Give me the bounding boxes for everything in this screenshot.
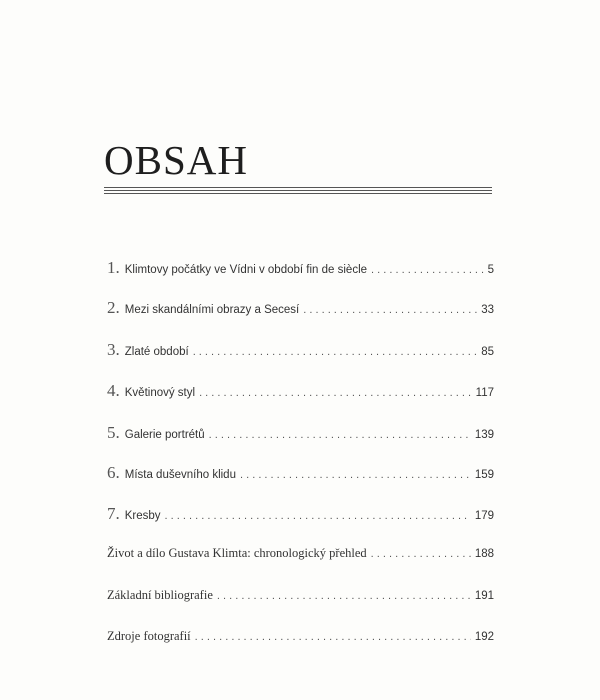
page-number: 139	[474, 429, 494, 441]
page-number: 117	[475, 387, 494, 399]
toc-entry	[107, 629, 494, 644]
dot-leader	[165, 510, 471, 522]
page-number: 191	[474, 590, 494, 602]
chapter-title: Zlaté období	[124, 346, 189, 358]
title-rule	[104, 193, 492, 194]
toc-entry	[107, 423, 494, 443]
chapter-title: Květinový styl	[124, 387, 196, 399]
dot-leader	[371, 264, 484, 276]
page-number: 179	[474, 510, 494, 522]
dot-leader	[217, 590, 471, 602]
chapter-number: 7.	[107, 504, 120, 523]
toc-entry	[107, 258, 494, 278]
dot-leader	[195, 631, 471, 643]
dot-leader	[240, 469, 471, 481]
chapter-title: Kresby	[124, 510, 161, 522]
dot-leader	[193, 346, 478, 358]
title-rule	[104, 190, 492, 191]
dot-leader	[371, 548, 471, 560]
chapter-title: Místa duševního klidu	[124, 469, 236, 481]
dot-leader	[209, 429, 471, 441]
chapter-number: 5.	[107, 423, 120, 442]
page-number: 159	[474, 469, 494, 481]
chapter-title: Galerie portrétů	[124, 429, 205, 441]
title-rule	[104, 187, 492, 188]
chapter-number: 3.	[107, 340, 120, 359]
toc-entry	[107, 298, 494, 318]
page-number: 85	[481, 346, 494, 358]
dot-leader	[199, 387, 472, 399]
chapter-title: Klimtovy počátky ve Vídni v období fin de siècle	[124, 264, 368, 276]
dot-leader	[303, 304, 477, 316]
toc-entry	[107, 463, 494, 483]
chapter-number: 6.	[107, 463, 120, 482]
section-title: Základní bibliografie	[107, 588, 213, 602]
page-number: 33	[481, 304, 494, 316]
toc-entry	[107, 588, 494, 603]
page-number: 192	[474, 631, 494, 643]
chapter-number: 2.	[107, 298, 120, 317]
toc-entry	[107, 546, 494, 561]
section-title: Život a dílo Gustava Klimta: chronologický přehled	[107, 546, 367, 560]
page-number: 188	[474, 548, 494, 560]
chapter-number: 4.	[107, 381, 120, 400]
chapter-number: 1.	[107, 258, 120, 277]
chapter-title: Mezi skandálními obrazy a Secesí	[124, 304, 300, 316]
toc-entry	[107, 504, 494, 524]
page-title: OBSAH	[104, 137, 248, 183]
toc-entry	[107, 340, 494, 360]
section-title: Zdroje fotografií	[107, 629, 191, 643]
toc-entry	[107, 381, 494, 401]
page-number: 5	[487, 264, 494, 276]
